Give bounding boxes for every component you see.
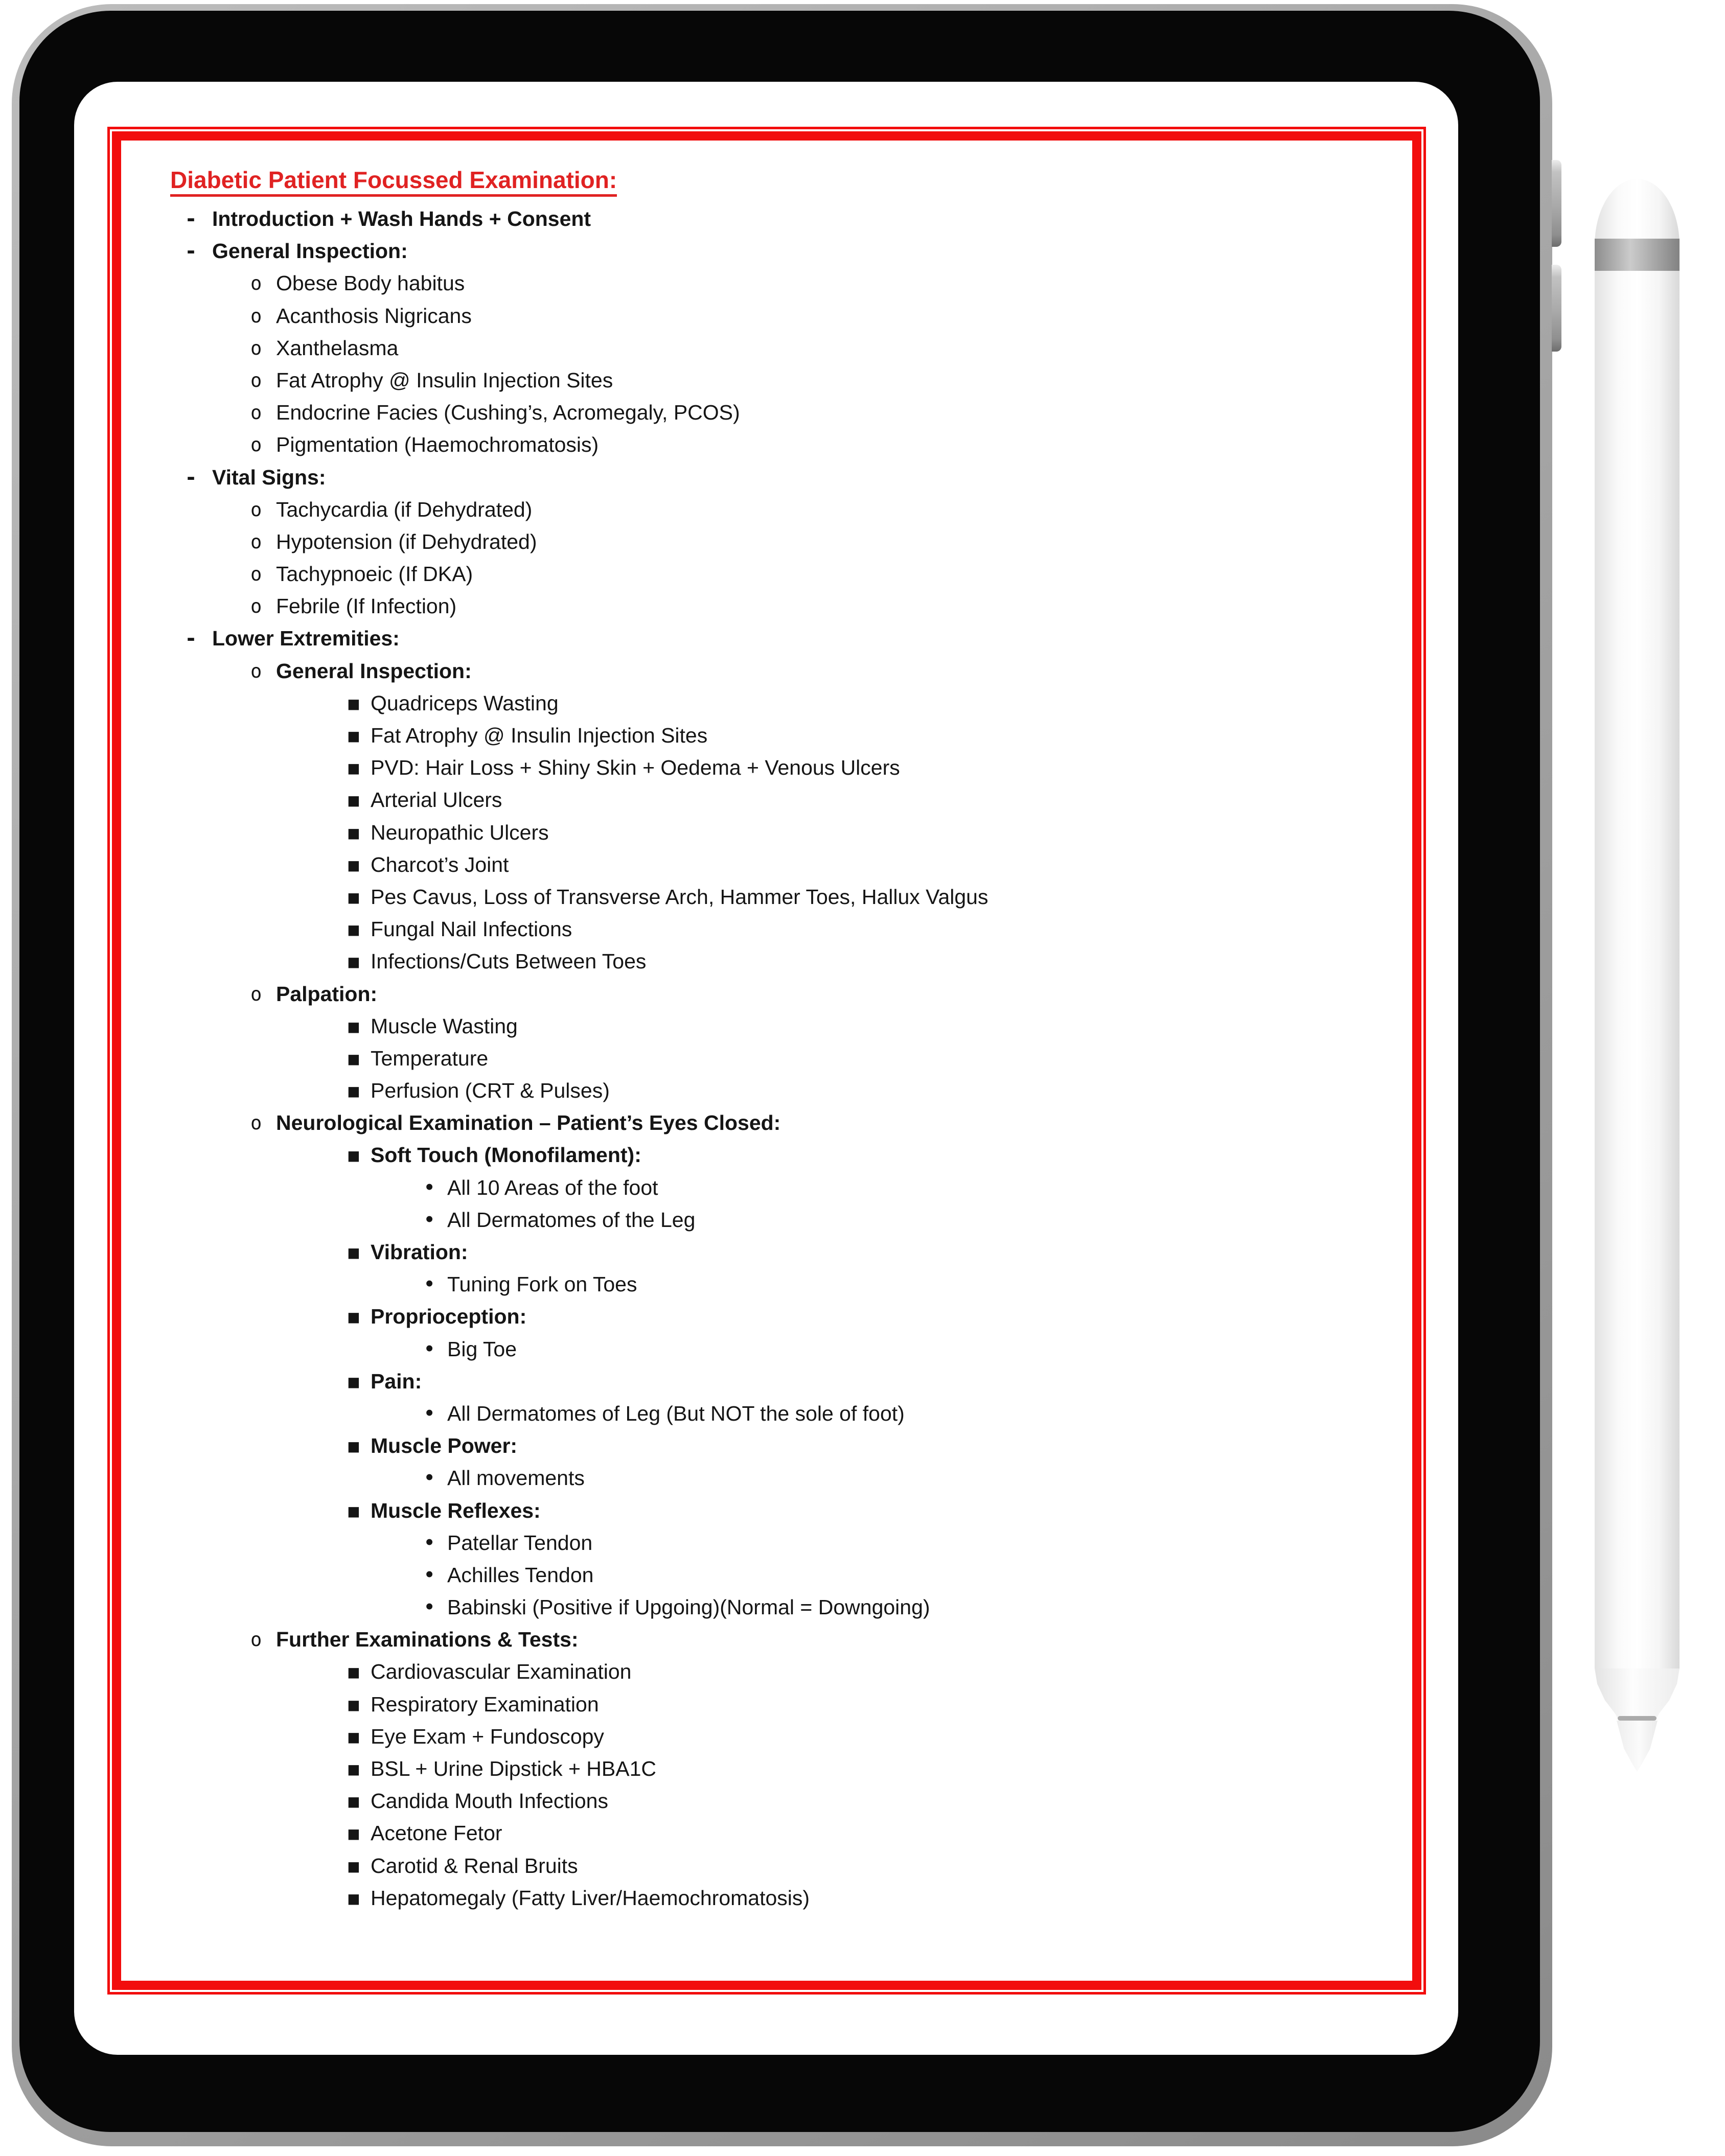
document-page <box>112 131 1421 1990</box>
list-item <box>121 429 1412 461</box>
list-marker: ▪ <box>347 1821 361 1846</box>
list-item <box>121 1398 1412 1430</box>
list-item <box>121 1172 1412 1204</box>
list-item-label: Tachypnoeic (If DKA) <box>276 562 473 586</box>
list-marker: o <box>250 305 262 327</box>
list-item-label: Pigmentation (Haemochromatosis) <box>276 433 599 457</box>
list-item-label: Acanthosis Nigricans <box>276 304 472 328</box>
list-item-label: Soft Touch (Monofilament): <box>371 1143 641 1167</box>
list-marker: o <box>250 530 262 553</box>
list-item-label: Charcot’s Joint <box>371 852 509 876</box>
list-item <box>121 267 1412 299</box>
list-marker: ▪ <box>347 1433 361 1458</box>
list-marker: ▪ <box>347 1691 361 1717</box>
list-marker: ▪ <box>347 1013 361 1038</box>
document-list <box>121 203 1412 1914</box>
list-marker: • <box>423 1272 436 1297</box>
list-marker: o <box>250 1112 262 1134</box>
list-marker: ▪ <box>347 1498 361 1523</box>
list-item <box>121 1365 1412 1398</box>
list-marker: o <box>250 272 262 295</box>
list-item <box>121 1107 1412 1139</box>
list-item-label: Pes Cavus, Loss of Transverse Arch, Hammer Toes, Hallux Valgus <box>371 885 988 909</box>
list-item-label: Big Toe <box>447 1337 517 1361</box>
list-marker: ▪ <box>347 1756 361 1781</box>
list-item <box>121 203 1412 235</box>
list-marker: ▪ <box>347 1240 361 1264</box>
list-item <box>121 1527 1412 1559</box>
list-item-label: Endocrine Facies (Cushing’s, Acromegaly, PCOS) <box>276 401 740 425</box>
list-item-label: Introduction + Wash Hands + Consent <box>212 207 591 230</box>
list-item-label: Tuning Fork on Toes <box>447 1272 637 1296</box>
list-item-label: Neuropathic Ulcers <box>371 820 549 844</box>
list-item-label: Muscle Reflexes: <box>371 1498 541 1522</box>
list-item-label: All Dermatomes of the Leg <box>447 1208 696 1232</box>
list-item <box>121 784 1412 816</box>
list-item-label: General Inspection: <box>276 659 472 683</box>
list-item <box>121 1656 1412 1688</box>
list-item <box>121 1010 1412 1042</box>
list-item <box>121 687 1412 720</box>
list-item <box>121 1624 1412 1656</box>
list-item-label: Xanthelasma <box>276 336 399 360</box>
list-marker: - <box>187 239 196 264</box>
list-item <box>121 1301 1412 1333</box>
list-item-label: Candida Mouth Infections <box>371 1789 608 1813</box>
list-marker: ▪ <box>347 1304 361 1329</box>
list-item <box>121 655 1412 687</box>
list-item <box>121 494 1412 526</box>
list-item-label: Muscle Wasting <box>371 1014 518 1038</box>
list-item <box>121 397 1412 429</box>
list-item-label: Obese Body habitus <box>276 271 465 295</box>
list-item-label: Respiratory Examination <box>371 1692 599 1716</box>
list-item-label: Febrile (If Infection) <box>276 594 457 618</box>
list-item <box>121 526 1412 558</box>
list-item-label: Muscle Power: <box>371 1434 518 1458</box>
stylus-body <box>1595 179 1680 1668</box>
list-item <box>121 1139 1412 1171</box>
list-marker: ▪ <box>347 1046 361 1071</box>
list-item <box>121 817 1412 849</box>
list-item-label: Vital Signs: <box>212 465 326 489</box>
list-item <box>121 461 1412 494</box>
stylus-ferrule <box>1618 1716 1657 1721</box>
list-marker: - <box>187 626 196 651</box>
list-item <box>121 1042 1412 1075</box>
list-item-label: Arterial Ulcers <box>371 788 502 812</box>
list-item <box>121 1495 1412 1527</box>
list-marker: • <box>423 1336 436 1361</box>
list-item <box>121 945 1412 978</box>
list-marker: • <box>423 1530 436 1555</box>
list-item-label: Fungal Nail Infections <box>371 917 572 941</box>
list-marker: o <box>250 498 262 521</box>
stylus <box>1595 179 1680 1772</box>
list-item <box>121 752 1412 784</box>
list-marker: o <box>250 660 262 682</box>
list-marker: • <box>423 1401 436 1426</box>
list-item <box>121 1817 1412 1849</box>
list-item-label: Acetone Fetor <box>371 1821 502 1845</box>
list-item-label: Further Examinations & Tests: <box>276 1628 579 1652</box>
list-marker: ▪ <box>347 884 361 909</box>
list-item-label: Fat Atrophy @ Insulin Injection Sites <box>371 724 708 747</box>
list-marker: ▪ <box>347 1853 361 1878</box>
list-marker: o <box>250 434 262 456</box>
list-item <box>121 1462 1412 1494</box>
list-item <box>121 558 1412 590</box>
list-item <box>121 590 1412 622</box>
list-item-label: BSL + Urine Dipstick + HBA1C <box>371 1757 657 1780</box>
list-item-label: Cardiovascular Examination <box>371 1660 632 1684</box>
list-item <box>121 1882 1412 1914</box>
list-item <box>121 1688 1412 1721</box>
list-item-label: All movements <box>447 1466 585 1490</box>
list-item <box>121 1204 1412 1236</box>
list-marker: ▪ <box>347 1369 361 1394</box>
list-marker: o <box>250 983 262 1005</box>
list-marker: o <box>250 402 262 424</box>
list-item <box>121 1236 1412 1268</box>
list-item <box>121 300 1412 332</box>
list-item-label: PVD: Hair Loss + Shiny Skin + Oedema + Venous Ulcers <box>371 756 900 780</box>
list-marker: - <box>187 465 196 490</box>
list-item-label: Lower Extremities: <box>212 627 400 651</box>
list-item <box>121 1721 1412 1753</box>
list-item-label: Carotid & Renal Bruits <box>371 1853 578 1877</box>
list-item-label: Patellar Tendon <box>447 1531 593 1555</box>
list-item-label: Achilles Tendon <box>447 1563 594 1587</box>
list-item <box>121 1430 1412 1462</box>
list-item-label: Neurological Examination – Patient’s Eyes Closed: <box>276 1111 781 1135</box>
list-item <box>121 364 1412 397</box>
list-item <box>121 881 1412 913</box>
list-item <box>121 1591 1412 1624</box>
list-marker: • <box>423 1595 436 1620</box>
list-marker: o <box>250 337 262 359</box>
list-marker: o <box>250 369 262 391</box>
list-marker: • <box>423 1175 436 1200</box>
list-item-label: Babinski (Positive if Upgoing)(Normal = Downgoing) <box>447 1595 930 1619</box>
list-marker: ▪ <box>347 852 361 877</box>
list-item-label: Infections/Cuts Between Toes <box>371 949 647 973</box>
list-item <box>121 1075 1412 1107</box>
list-item-label: General Inspection: <box>212 239 408 263</box>
list-item <box>121 332 1412 364</box>
list-item <box>121 1333 1412 1365</box>
list-item-label: All Dermatomes of Leg (But NOT the sole of foot) <box>447 1401 905 1425</box>
list-item-label: Hypotension (if Dehydrated) <box>276 529 537 553</box>
list-item <box>121 1850 1412 1882</box>
list-marker: ▪ <box>347 917 361 942</box>
list-item <box>121 1559 1412 1591</box>
volume-down-button <box>1552 265 1561 352</box>
list-marker: ▪ <box>347 1724 361 1749</box>
list-item-label: Tachycardia (if Dehydrated) <box>276 497 533 521</box>
list-marker: ▪ <box>347 787 361 813</box>
list-marker: ▪ <box>347 949 361 974</box>
list-item-label: Vibration: <box>371 1240 468 1264</box>
list-marker: • <box>423 1207 436 1232</box>
list-marker: o <box>250 563 262 586</box>
list-item <box>121 720 1412 752</box>
document-red-border <box>107 127 1426 1995</box>
list-item-label: Perfusion (CRT & Pulses) <box>371 1079 610 1103</box>
volume-up-button <box>1552 160 1561 247</box>
list-item <box>121 849 1412 881</box>
list-marker: o <box>250 1629 262 1651</box>
tablet-frame <box>12 4 1552 2146</box>
list-marker: • <box>423 1562 436 1587</box>
list-item <box>121 913 1412 945</box>
list-item-label: Eye Exam + Fundoscopy <box>371 1724 604 1748</box>
list-item <box>121 1753 1412 1785</box>
list-item <box>121 235 1412 267</box>
stylus-shoulder <box>1595 1668 1680 1720</box>
list-item <box>121 622 1412 655</box>
list-marker: ▪ <box>347 1789 361 1814</box>
stylus-tip <box>1617 1721 1658 1772</box>
list-marker: - <box>187 206 196 231</box>
list-item <box>121 978 1412 1010</box>
tablet-screen <box>74 82 1458 2055</box>
list-item-label: Pain: <box>371 1369 422 1393</box>
document-title-text: Diabetic Patient Focussed Examination: <box>170 167 617 197</box>
document-title <box>170 166 617 194</box>
list-marker: ▪ <box>347 690 361 715</box>
list-marker: ▪ <box>347 755 361 780</box>
list-item-label: All 10 Areas of the foot <box>447 1175 658 1199</box>
list-item-label: Fat Atrophy @ Insulin Injection Sites <box>276 368 613 392</box>
list-item-label: Proprioception: <box>371 1305 527 1329</box>
list-item-label: Quadriceps Wasting <box>371 691 559 715</box>
stylus-band <box>1595 239 1680 271</box>
list-item-label: Hepatomegaly (Fatty Liver/Haemochromatosis) <box>371 1886 810 1910</box>
list-item <box>121 1785 1412 1817</box>
list-item <box>121 1268 1412 1301</box>
list-marker: o <box>250 595 262 618</box>
list-marker: ▪ <box>347 820 361 845</box>
list-marker: • <box>423 1466 436 1491</box>
list-item-label: Temperature <box>371 1046 489 1070</box>
list-marker: ▪ <box>347 1143 361 1168</box>
list-marker: ▪ <box>347 723 361 748</box>
list-marker: ▪ <box>347 1885 361 1910</box>
list-marker: ▪ <box>347 1078 361 1103</box>
list-item-label: Palpation: <box>276 982 378 1006</box>
list-marker: ▪ <box>347 1659 361 1684</box>
